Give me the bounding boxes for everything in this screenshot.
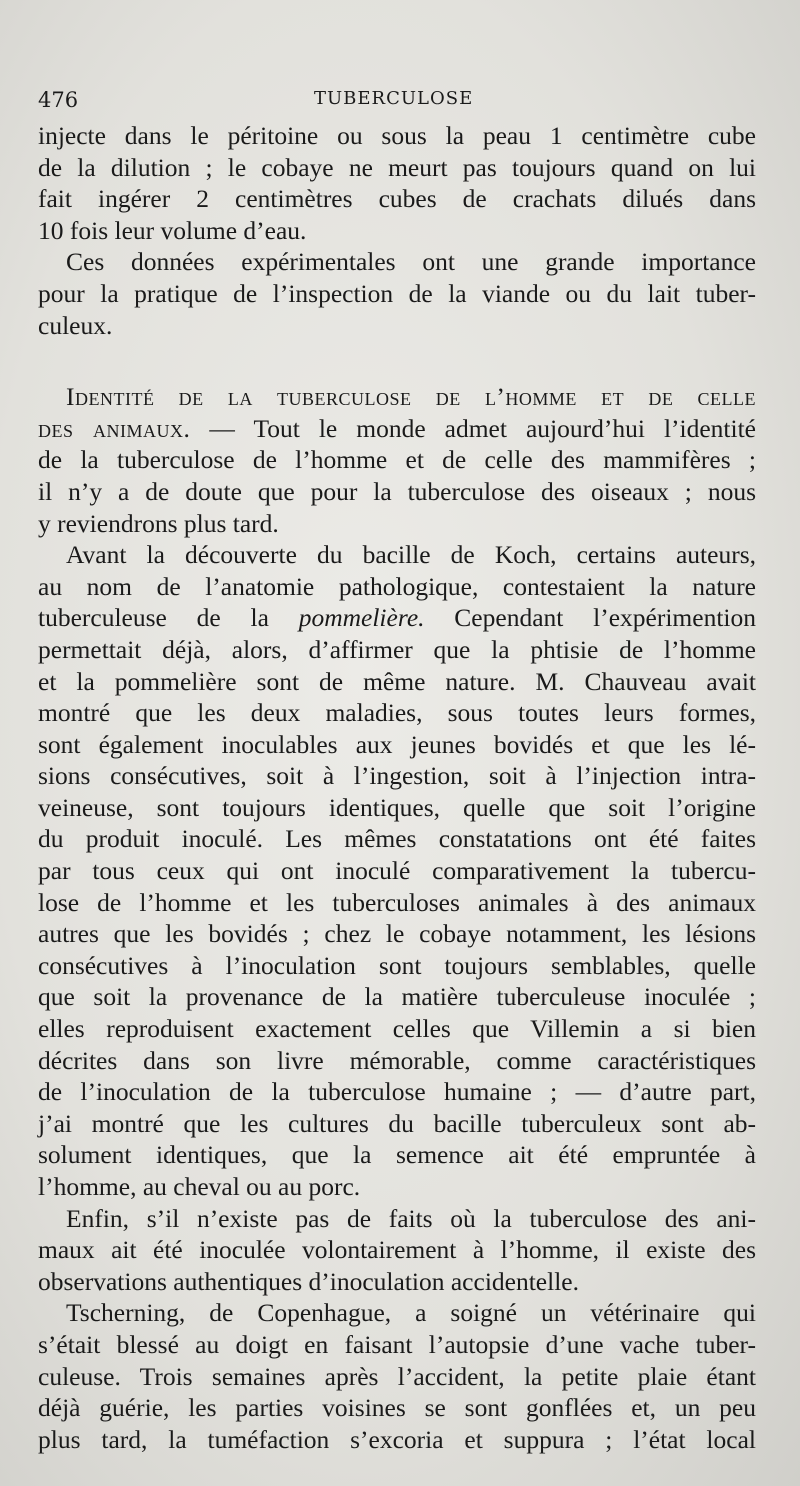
text-line: Avant la découverte du bacille de Koch, certains auteurs, (66, 540, 756, 570)
page-number: 476 (38, 88, 79, 112)
italic-term: pommelière. (298, 603, 425, 633)
paragraph (38, 1297, 756, 1455)
text-line: elles reproduisent exactement celles que Villemin a si bien (38, 1014, 756, 1044)
text-line: solument identiques, que la semence ait été empruntée à (38, 1140, 756, 1170)
paragraph (38, 246, 756, 341)
text-line (38, 602, 756, 634)
text-line: de la dilution ; le cobaye ne meurt pas toujours quand on lui (38, 152, 756, 182)
text-line: j’ai montré que les cultures du bacille tuberculeux sont ab- (38, 1108, 756, 1138)
text-line: l’homme, au cheval ou au porc. (38, 1172, 361, 1201)
text-line: culeux. (38, 310, 113, 340)
text-line: du produit inoculé. Les mêmes constatations ont été faites (38, 824, 756, 854)
text-line: permettait déjà, alors, d’affirmer que la phtisie de l’homme (38, 634, 756, 664)
text-line: s’était blessé au doigt en faisant l’autopsie d’une vache tuber- (38, 1329, 756, 1359)
text-line: déjà guérie, les parties voisines se sont gonflées et, un peu (38, 1393, 756, 1423)
paragraph (38, 1203, 756, 1298)
running-header (38, 88, 762, 118)
text-line: sions consécutives, soit à l’ingestion, soit à l’injection intra- (38, 761, 756, 791)
text-fragment: Cependant l’expérimention (424, 603, 756, 633)
section-heading-end: des animaux. (38, 413, 191, 443)
section-gap (38, 341, 756, 381)
text-line: Ces données expérimentales ont une grande importance (66, 247, 756, 277)
text-line: que soit la provenance de la matière tuberculeuse inoculée ; (38, 982, 756, 1012)
text-line: de l’inoculation de la tuberculose humaine ; — d’autre part, (38, 1077, 756, 1107)
text-line: de la tuberculose de l’homme et de celle des mammifères ; (38, 445, 756, 475)
text-line: il n’y a de doute que pour la tuberculose des oiseaux ; nous (38, 476, 756, 506)
text-line: par tous ceux qui ont inoculé comparativement la tubercu- (38, 856, 756, 886)
text-line: décrites dans son livre mémorable, comme caractéristiques (38, 1045, 756, 1075)
text-line: observations authentiques d’inoculation accidentelle. (38, 1266, 579, 1296)
text-line: lose de l’homme et les tuberculoses animales à des animaux (38, 887, 756, 917)
text-line: sont également inoculables aux jeunes bovidés et que les lé- (38, 729, 756, 759)
text-line: montré que les deux maladies, sous toutes leurs formes, (38, 698, 756, 728)
text-line: pour la pratique de l’inspection de la viande ou du lait tuber- (38, 278, 756, 308)
text-line (38, 413, 756, 445)
text-line: Tscherning, de Copenhague, a soigné un vétérinaire qui (66, 1298, 756, 1328)
text-line: fait ingérer 2 centimètres cubes de crachats dilués dans (38, 184, 756, 214)
text-line: y reviendrons plus tard. (38, 508, 279, 538)
text-line: culeuse. Trois semaines après l’accident, la petite plaie étant (38, 1361, 756, 1391)
text-line: veineuse, sont toujours identiques, quelle que soit l’origine (38, 792, 756, 822)
body-text (38, 120, 756, 1455)
text-line: et la pommelière sont de même nature. M. Chauveau avait (38, 666, 756, 696)
text-line: 10 fois leur volume d’eau. (38, 215, 307, 245)
text-line: autres que les bovidés ; chez le cobaye notamment, les lésions (38, 919, 756, 949)
text-line: maux ait été inoculée volontairement à l’homme, il existe des (38, 1235, 756, 1265)
paragraph (38, 539, 756, 1202)
paragraph-continuation (38, 120, 756, 246)
running-title: TUBERCULOSE (314, 88, 474, 109)
text-line: injecte dans le péritoine ou sous la peau 1 centimètre cube (38, 121, 756, 150)
text-line: Enfin, s’il n’existe pas de faits où la tuberculose des ani- (66, 1203, 756, 1233)
text-fragment: tuberculeuse de la (38, 603, 299, 633)
text-fragment: — Tout le monde admet aujourd’hui l’identité (190, 413, 756, 443)
section-heading: Identité de la tuberculose de l’homme et de celle (66, 382, 756, 412)
section-paragraph (38, 381, 756, 539)
text-line: consécutives à l’inoculation sont toujours semblables, quelle (38, 950, 756, 980)
text-line: au nom de l’anatomie pathologique, contestaient la nature (38, 571, 756, 601)
text-line: plus tard, la tuméfaction s’excoria et suppura ; l’état local (38, 1424, 756, 1454)
